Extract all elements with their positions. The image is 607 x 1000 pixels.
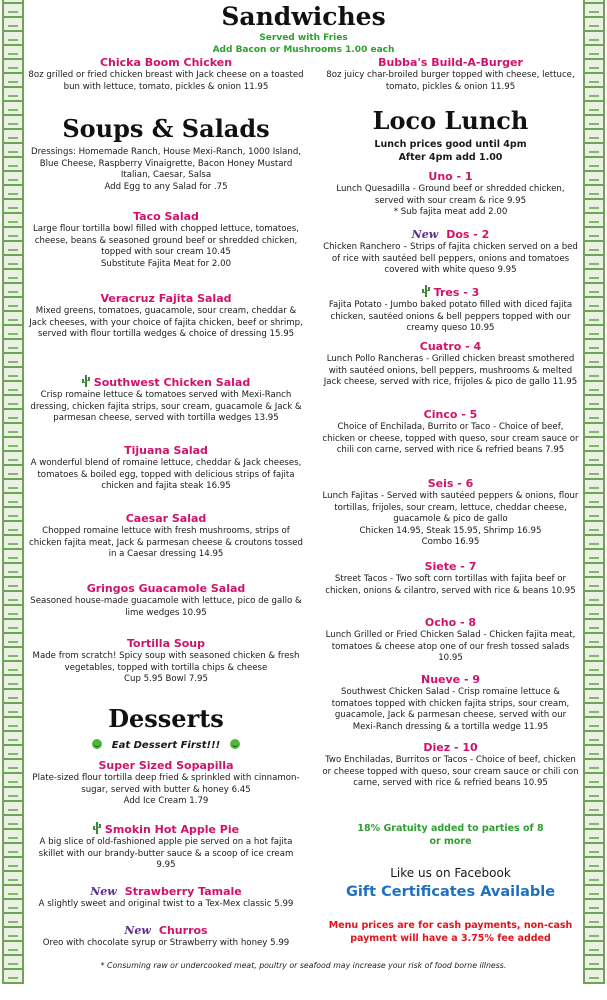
item-name: Gringos Guacamole Salad (86, 582, 246, 595)
menu-item (322, 673, 579, 733)
item-name: Super Sized Sopapilla (98, 759, 234, 772)
item-name: Southwest Chicken Salad (93, 376, 251, 389)
item-name: Tres - 3 (433, 286, 480, 299)
item-extra: Cup 5.95 Bowl 7.95 (124, 674, 208, 685)
item-name: Dos - 2 (446, 228, 490, 241)
cactus-icon (422, 284, 430, 298)
item-name: Chicka Boom Chicken (99, 56, 233, 69)
dressings-text: Dressings: Homemade Ranch, House Mexi-Ranch, 1000 Island, Blue Cheese, Raspberry Vinaigrette, Bacon Honey Mustard Italian, Caesar, Salsa (30, 147, 302, 181)
item-desc: 8oz juicy char-broiled burger topped with cheese, lettuce, tomato, pickles & onion 11.95 (326, 70, 575, 92)
item-name-row (28, 374, 304, 390)
menu-item (28, 821, 304, 872)
item-name-row (322, 284, 579, 300)
item-name: Tortilla Soup (126, 637, 206, 650)
item-desc: Choice of Enchilada, Burrito or Taco - Choice of beef, chicken or cheese, topped with queso, sour cream sauce or chili con carne, served with rice & refried beans 7.95 (322, 422, 579, 456)
smiley-icon (92, 739, 102, 749)
item-name: Seis - 6 (427, 477, 474, 490)
menu-item (28, 374, 304, 425)
dressings-list (28, 147, 304, 193)
right-border-pattern (583, 0, 605, 984)
item-name: Ocho - 8 (424, 616, 477, 629)
item-name: Caesar Salad (125, 512, 207, 525)
gratuity-note: 18% Gratuity added to parties of 8 or more (357, 823, 544, 847)
gift-certificates: Gift Certificates Available (345, 884, 556, 900)
item-desc: Oreo with chocolate syrup or Strawberry with honey 5.99 (42, 938, 290, 948)
item-desc: Lunch Grilled or Fried Chicken Salad - Chicken fajita meat, tomatoes & cheese atop one of our fresh tossed salads 10.95 (325, 630, 576, 664)
desserts-tagline: Eat Dessert First!!! (111, 740, 221, 751)
menu-item (28, 444, 304, 493)
menu-item (322, 56, 579, 93)
new-badge: New (124, 924, 151, 937)
item-desc: Seasoned house-made guacamole with lettuce, pico de gallo & lime wedges 10.95 (30, 596, 302, 618)
item-extra: * Sub fajita meat add 2.00 (393, 207, 508, 218)
menu-page (28, 0, 579, 978)
item-desc: Made from scratch! Spicy soup with seasoned chicken & fresh vegetables, topped with tortilla chips & cheese (32, 651, 300, 673)
menu-item (322, 340, 579, 389)
loco-note-lunch: Lunch prices good until 4pm (374, 139, 527, 150)
loco-title: Loco Lunch (372, 106, 529, 135)
menu-item (322, 741, 579, 790)
item-name: Cuatro - 4 (419, 340, 482, 353)
item-desc: Southwest Chicken Salad - Crisp romaine lettuce & tomatoes topped with chicken fajita strips, sour cream, guacamole, Jack & parmesan cheese, served with our Mexi-Ranch dressing & a tortilla wedge 11.95 (331, 687, 570, 732)
sandwiches-title: Sandwiches (221, 2, 386, 31)
item-extra: Chicken 14.95, Steak 15.95, Shrimp 16.95 (359, 525, 542, 536)
menu-item (28, 512, 304, 561)
item-name: Smokin Hot Apple Pie (104, 823, 240, 836)
item-desc: Crisp romaine lettuce & tomatoes served with Mexi-Ranch dressing, chicken fajita strips, sour cream, guacamole & Jack & parmesan cheese, served with tortilla wedges 13.95 (30, 390, 302, 424)
menu-item (322, 616, 579, 665)
facebook-text: Like us on Facebook (390, 866, 511, 880)
cactus-icon (82, 374, 90, 388)
item-desc: A slightly sweet and original twist to a Tex-Mex classic 5.99 (38, 899, 294, 909)
menu-item (322, 477, 579, 549)
menu-item (322, 408, 579, 457)
item-desc: Lunch Fajitas - Served with sautéed peppers & onions, flour tortillas, frijoles, sour cream, lettuce, cheddar cheese, guacamole & pico de gallo (322, 491, 579, 525)
item-desc: Fajita Potato - Jumbo baked potato filled with diced fajita chicken, sautéed onions & bell peppers topped with our creamy queso 10.95 (328, 300, 573, 334)
soups-title: Soups & Salads (62, 114, 270, 143)
item-name: Uno - 1 (428, 170, 473, 183)
item-desc: Street Tacos - Two soft corn tortillas with fajita beef or chicken, onions & cilantro, served with rice & beans 10.95 (325, 574, 576, 596)
item-name: Churros (158, 924, 208, 937)
item-name-row (28, 885, 304, 899)
item-desc: Mixed greens, tomatoes, guacamole, sour cream, cheddar & Jack cheeses, with your choice of fajita chicken, beef or shrimp, served with flour tortilla wedges & choice of dressing 15.95 (29, 306, 303, 340)
item-name-row (28, 821, 304, 837)
new-badge: New (90, 885, 117, 898)
item-desc: Two Enchiladas, Burritos or Tacos - Choice of beef, chicken or cheese topped with queso, sour cream sauce or chili con carne, served with rice & refried beans 10.95 (322, 755, 579, 789)
cactus-icon (93, 821, 101, 835)
sandwiches-note-bacon: Add Bacon or Mushrooms 1.00 each (212, 45, 395, 55)
item-extra: Add Ice Cream 1.79 (123, 796, 209, 807)
loco-note-after: After 4pm add 1.00 (398, 152, 503, 163)
item-desc: 8oz grilled or fried chicken breast with Jack cheese on a toasted bun with lettuce, tomato, pickles & onion 11.95 (28, 70, 304, 92)
item-desc: Large flour tortilla bowl filled with chopped lettuce, tomatoes, cheese, beans & seasoned ground beef or shredded chicken, topped with sour cream 10.45 (32, 224, 299, 258)
item-name: Tijuana Salad (124, 444, 208, 457)
item-name: Taco Salad (133, 210, 199, 223)
item-name: Strawberry Tamale (124, 885, 242, 898)
item-desc: Lunch Quesadilla - Ground beef or shredded chicken, served with sour cream & rice 9.95 (336, 184, 565, 206)
menu-item (322, 170, 579, 219)
menu-item (28, 637, 304, 686)
menu-item (28, 759, 304, 808)
item-name-row (28, 924, 304, 938)
item-name: Diez - 10 (423, 741, 478, 754)
item-extra: Combo 16.95 (421, 537, 480, 548)
menu-item (28, 56, 304, 93)
item-name: Nueve - 9 (420, 673, 480, 686)
sandwiches-header (28, 2, 579, 56)
menu-item (28, 924, 304, 950)
item-desc: Lunch Pollo Rancheras - Grilled chicken breast smothered with sautéed onions, bell peppers, mushrooms & melted Jack cheese, served with rice, frijoles & pico de gallo 11.95 (323, 354, 578, 388)
smiley-icon (230, 739, 240, 749)
menu-item (28, 210, 304, 270)
menu-item (28, 582, 304, 619)
item-name: Cinco - 5 (423, 408, 478, 421)
left-border-pattern (2, 0, 24, 984)
sandwiches-note-fries: Served with Fries (259, 33, 348, 43)
fee-notice: Menu prices are for cash payments, non-cash payment will have a 3.75% fee added (328, 920, 573, 944)
new-badge: New (411, 228, 439, 241)
desserts-title: Desserts (108, 704, 224, 733)
menu-item (322, 560, 579, 597)
egg-note: Add Egg to any Salad for .75 (104, 181, 228, 192)
item-name: Veracruz Fajita Salad (100, 292, 232, 305)
item-desc: Plate-sized flour tortilla deep fried & sprinkled with cinnamon-sugar, served with butter & honey 6.45 (32, 773, 300, 795)
item-desc: Chopped romaine lettuce with fresh mushrooms, strips of chicken fajita meat, Jack & parmesan cheese & croutons tossed in a Caesar dressing 14.95 (28, 526, 304, 560)
menu-item (322, 228, 579, 277)
item-name-row (322, 228, 579, 242)
item-name: Bubba's Build-A-Burger (378, 56, 523, 69)
menu-item (28, 885, 304, 911)
menu-item (322, 284, 579, 335)
item-desc: A big slice of old-fashioned apple pie served on a hot fajita skillet with our brandy-butter sauce & a scoop of ice cream 9.95 (38, 837, 294, 871)
desserts-tagline-row (28, 739, 304, 751)
item-extra: Substitute Fajita Meat for 2.00 (100, 258, 232, 269)
loco-notes (322, 138, 579, 164)
item-desc: Chicken Ranchero – Strips of fajita chicken served on a bed of rice with sautéed bell peppers, onions and tomatoes covered with white queso 9.95 (323, 242, 578, 276)
menu-item (28, 292, 304, 341)
item-desc: A wonderful blend of romaine lettuce, cheddar & Jack cheeses, tomatoes & boiled egg, topped with delicious strips of fajita chicken and fajita steak 16.95 (30, 458, 302, 492)
item-name: Siete - 7 (424, 560, 477, 573)
food-safety-disclaimer: * Consuming raw or undercooked meat, poultry or seafood may increase your risk of food borne illness. (100, 961, 507, 970)
